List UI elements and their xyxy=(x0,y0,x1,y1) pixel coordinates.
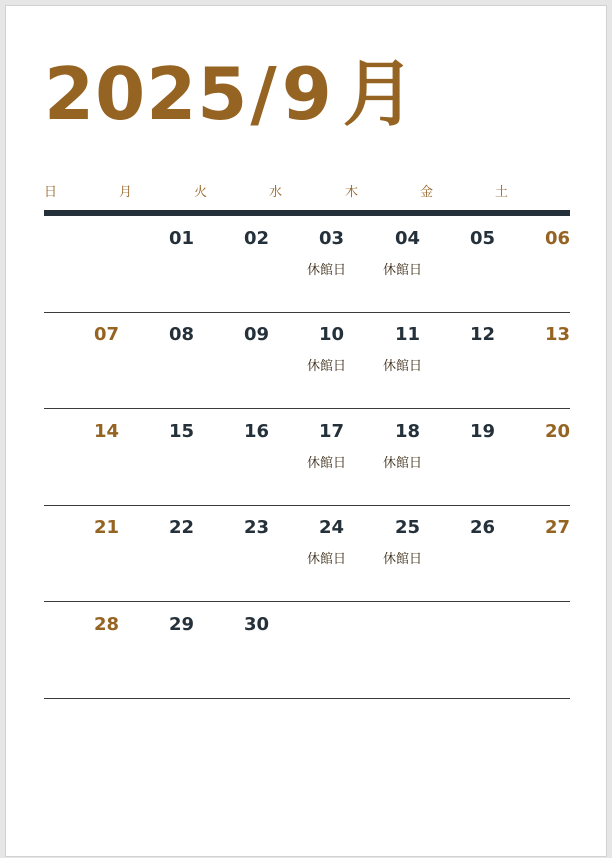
day-number: 01 xyxy=(168,228,194,249)
week-row xyxy=(44,216,570,313)
calendar-page xyxy=(5,5,607,857)
day-number: 19 xyxy=(469,421,495,442)
closed-day-note: 休館日 xyxy=(306,552,346,567)
day-number: 10 xyxy=(318,324,344,345)
weekday-sat: 土 xyxy=(495,185,509,200)
day-cell xyxy=(495,216,570,312)
weekday-thu: 木 xyxy=(345,185,359,200)
day-number: 27 xyxy=(544,517,570,538)
day-number: 02 xyxy=(243,228,269,249)
day-cell xyxy=(194,602,269,698)
day-cell xyxy=(495,312,570,408)
day-cell xyxy=(194,216,269,312)
day-number: 25 xyxy=(394,517,420,538)
day-cell xyxy=(345,505,420,601)
weekday-sun: 日 xyxy=(44,185,58,200)
weekday-tue: 火 xyxy=(194,185,208,200)
day-cell xyxy=(345,216,420,312)
day-cell xyxy=(269,505,344,601)
weekday-wed: 水 xyxy=(269,185,283,200)
day-cell xyxy=(44,409,119,505)
week-row xyxy=(44,409,570,506)
day-cell xyxy=(119,409,194,505)
day-number: 13 xyxy=(544,324,570,345)
day-number: 07 xyxy=(93,324,119,345)
day-cell xyxy=(420,216,495,312)
day-number: 09 xyxy=(243,324,269,345)
closed-day-note: 休館日 xyxy=(382,359,422,374)
day-number: 08 xyxy=(168,324,194,345)
day-cell xyxy=(194,312,269,408)
day-number: 21 xyxy=(93,517,119,538)
weekday-fri: 金 xyxy=(420,185,434,200)
day-cell xyxy=(269,312,344,408)
day-cell xyxy=(119,312,194,408)
day-cell xyxy=(345,409,420,505)
day-number: 17 xyxy=(318,421,344,442)
day-cell xyxy=(420,409,495,505)
day-cell xyxy=(194,505,269,601)
day-number: 15 xyxy=(168,421,194,442)
day-number: 22 xyxy=(168,517,194,538)
day-number: 05 xyxy=(469,228,495,249)
day-cell xyxy=(495,409,570,505)
title-month-number: 9 xyxy=(281,52,333,136)
week-row xyxy=(44,505,570,602)
day-cell xyxy=(194,409,269,505)
day-number: 14 xyxy=(93,421,119,442)
weekday-mon: 月 xyxy=(119,185,133,200)
day-number: 06 xyxy=(544,228,570,249)
day-number: 29 xyxy=(168,614,194,635)
weekday-header xyxy=(44,184,570,202)
day-cell xyxy=(269,409,344,505)
day-number: 30 xyxy=(243,614,269,635)
day-number: 11 xyxy=(394,324,420,345)
day-cell xyxy=(420,602,495,698)
day-cell xyxy=(119,216,194,312)
closed-day-note: 休館日 xyxy=(306,359,346,374)
week-row xyxy=(44,602,570,699)
day-cell xyxy=(44,602,119,698)
day-number: 04 xyxy=(394,228,420,249)
day-number: 24 xyxy=(318,517,344,538)
day-cell xyxy=(119,505,194,601)
closed-day-note: 休館日 xyxy=(382,552,422,567)
day-cell xyxy=(44,505,119,601)
day-cell xyxy=(119,602,194,698)
day-cell xyxy=(44,216,119,312)
day-number: 16 xyxy=(243,421,269,442)
day-number: 12 xyxy=(469,324,495,345)
title-year: 2025 xyxy=(44,52,249,136)
day-number: 28 xyxy=(93,614,119,635)
day-cell xyxy=(269,602,344,698)
title-separator: / xyxy=(250,52,278,136)
title-month-kanji: 月 xyxy=(342,52,416,136)
day-number: 20 xyxy=(544,421,570,442)
day-cell xyxy=(345,602,420,698)
day-number: 26 xyxy=(469,517,495,538)
day-number: 23 xyxy=(243,517,269,538)
closed-day-note: 休館日 xyxy=(382,263,422,278)
page-title xyxy=(44,54,416,134)
week-row xyxy=(44,312,570,409)
closed-day-note: 休館日 xyxy=(306,456,346,471)
day-cell xyxy=(495,602,570,698)
day-cell xyxy=(269,216,344,312)
day-number: 18 xyxy=(394,421,420,442)
day-number: 03 xyxy=(318,228,344,249)
closed-day-note: 休館日 xyxy=(306,263,346,278)
day-cell xyxy=(420,312,495,408)
day-cell xyxy=(44,312,119,408)
day-cell xyxy=(420,505,495,601)
day-cell xyxy=(495,505,570,601)
day-cell xyxy=(345,312,420,408)
closed-day-note: 休館日 xyxy=(382,456,422,471)
